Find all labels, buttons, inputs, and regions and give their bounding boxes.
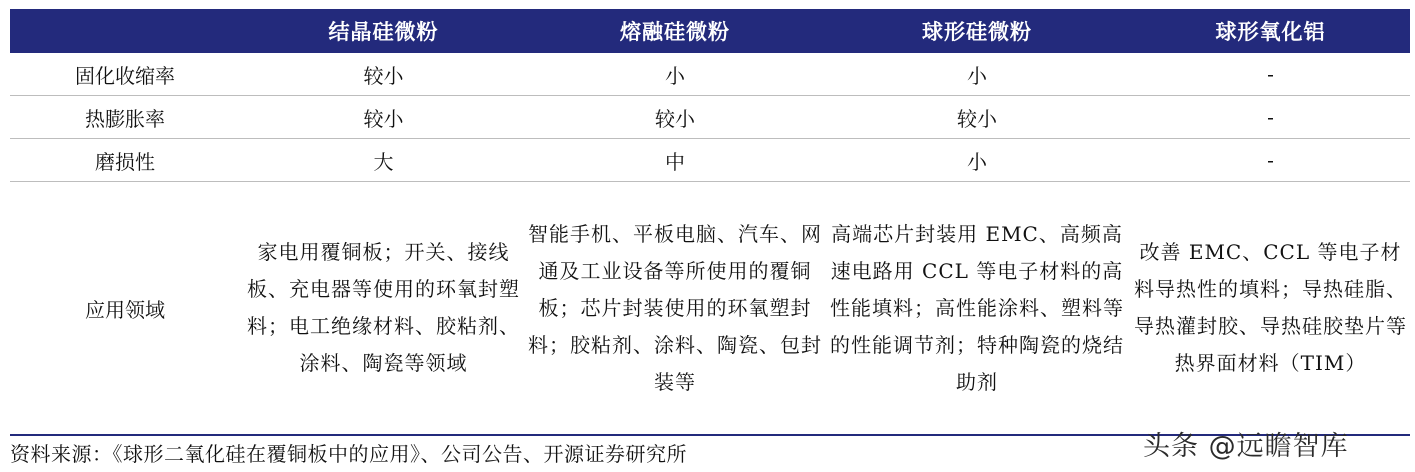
comparison-table [10, 9, 1410, 436]
table-cell: 小 [823, 53, 1131, 96]
table-row [10, 53, 1410, 96]
row-label: 固化收缩率 [10, 53, 240, 96]
header-row [10, 9, 1410, 53]
header-crystalline-silica: 结晶硅微粉 [240, 9, 527, 53]
table-cell: - [1131, 96, 1410, 139]
header-corner [10, 9, 240, 53]
table-cell: 较小 [823, 96, 1131, 139]
table-cell: 较小 [527, 96, 823, 139]
table-cell: 大 [240, 139, 527, 182]
table-cell [1131, 182, 1410, 436]
table-row [10, 139, 1410, 182]
header-spherical-silica: 球形硅微粉 [823, 9, 1131, 53]
table-row [10, 182, 1410, 436]
cell-text: 高端芯片封装用 EMC、高频高速电路用 CCL 等电子材料的高性能填料；高性能涂料、塑料等的性能调节剂；特种陶瓷的烧结助剂 [830, 221, 1124, 394]
table-cell: - [1131, 53, 1410, 96]
row-label: 应用领域 [10, 182, 240, 436]
table-cell: 较小 [240, 53, 527, 96]
cell-text: 家电用覆铜板；开关、接线板、充电器等使用的环氧封塑料；电工绝缘材料、胶粘剂、涂料、陶瓷等领域 [247, 240, 520, 375]
header-fused-silica: 熔融硅微粉 [527, 9, 823, 53]
watermark: 头条 @远瞻智库 [1143, 431, 1349, 462]
cell-text: 改善 EMC、CCL 等电子材料导热性的填料；导热硅脂、导热灌封胶、导热硅胶垫片等热界面材料（TIM） [1134, 240, 1407, 375]
table-row [10, 96, 1410, 139]
source-note: 资料来源：《球形二氧化硅在覆铜板中的应用》、公司公告、开源证券研究所 [10, 442, 687, 466]
table-cell [240, 182, 527, 436]
table-cell: - [1131, 139, 1410, 182]
header-spherical-alumina: 球形氧化铝 [1131, 9, 1410, 53]
table-cell [527, 182, 823, 436]
row-label: 热膨胀率 [10, 96, 240, 139]
cell-text: 智能手机、平板电脑、汽车、网通及工业设备等所使用的覆铜板；芯片封装使用的环氧塑封料；胶粘剂、涂料、陶瓷、包封装等 [528, 221, 822, 394]
table-cell [823, 182, 1131, 436]
table-cell: 小 [527, 53, 823, 96]
table-cell: 小 [823, 139, 1131, 182]
row-label: 磨损性 [10, 139, 240, 182]
table-cell: 中 [527, 139, 823, 182]
table-cell: 较小 [240, 96, 527, 139]
